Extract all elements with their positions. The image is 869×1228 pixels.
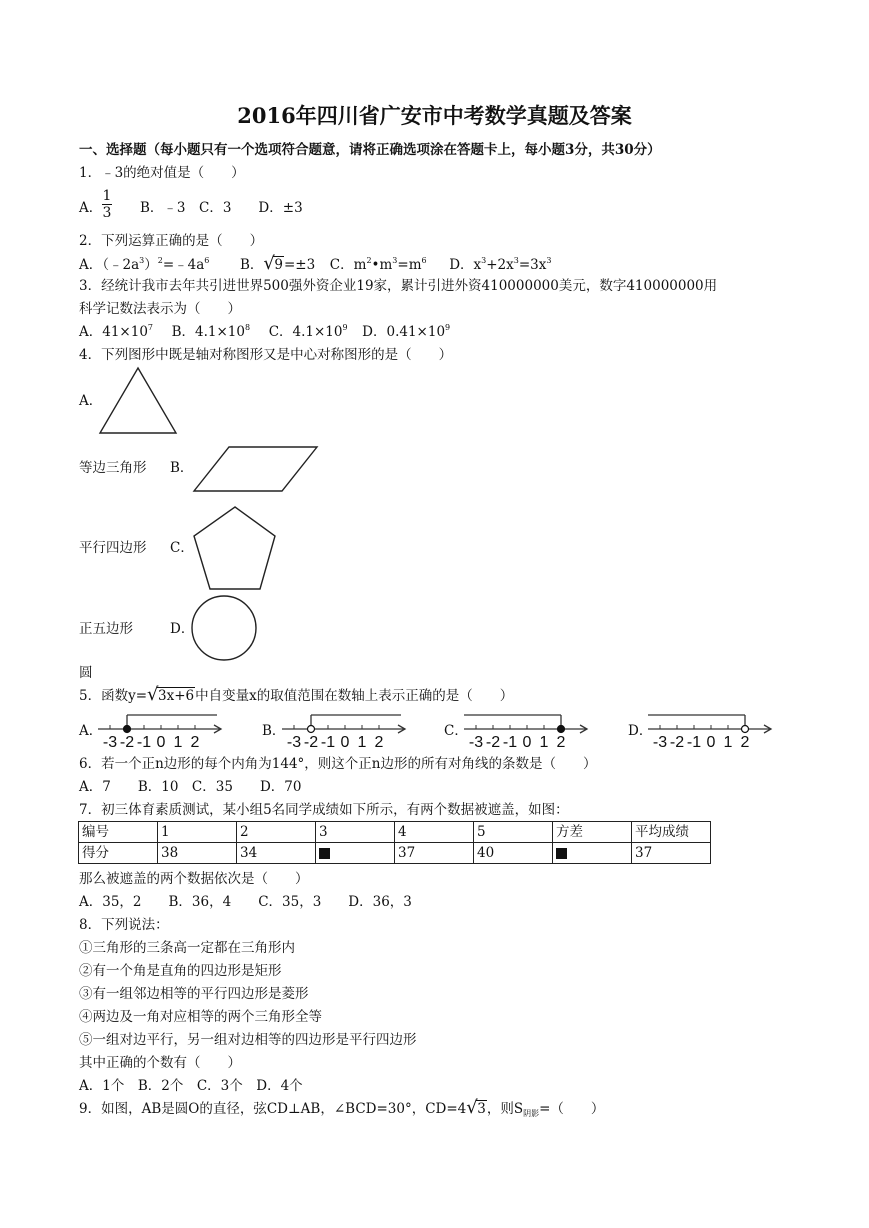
tick-label: -1 xyxy=(686,734,702,751)
question-8-stem: 8．下列说法： xyxy=(79,917,169,933)
table-cell: 编号 xyxy=(79,822,158,843)
pentagon-figure xyxy=(190,504,280,594)
statement-4: ④两边及一角对应相等的两个三角形全等 xyxy=(79,1009,322,1025)
tick-label: 0 xyxy=(706,734,716,751)
tick-label: 2 xyxy=(556,734,566,751)
q3-option-a: A．$41\times 10^7$ xyxy=(79,323,154,340)
q2-option-d: D．$x^3+2x^3=3x^3$ xyxy=(449,256,552,273)
figure-b-caption: 平行四边形 xyxy=(79,540,147,556)
circle-figure xyxy=(190,595,260,665)
table-cell: 34 xyxy=(237,843,316,864)
tick-label: 0 xyxy=(522,734,532,751)
q5-option-b-label: B． xyxy=(262,723,286,739)
table-cell-covered xyxy=(316,843,395,864)
q3-option-c: C．$4.1\times 10^9$ xyxy=(268,323,348,340)
tick-label: -3 xyxy=(652,734,668,751)
q2-option-b: B． √ 9=±3 xyxy=(239,253,316,274)
q5-option-c-label: C． xyxy=(444,723,468,739)
statement-3: ③有一组邻边相等的平行四边形是菱形 xyxy=(79,986,309,1002)
statement-5: ⑤一组对边平行，另一组对边相等的四边形是平行四边形 xyxy=(79,1032,417,1048)
question-5-stem: 5．函数y= √ 3x+6中自变量x的取值范围在数轴上表示正确的是（ ） xyxy=(79,684,514,705)
table-cell: 37 xyxy=(632,843,711,864)
statement-1: ①三角形的三条高一定都在三角形内 xyxy=(79,940,295,956)
endpoint-filled-dot xyxy=(124,726,131,733)
sqrt-sign: √ 3 xyxy=(466,1097,486,1118)
table-row xyxy=(79,843,711,864)
table-cell: 平均成绩 xyxy=(632,822,711,843)
sqrt-sign: √ 9 xyxy=(263,253,283,274)
q4-option-a-label: A． xyxy=(79,393,103,409)
question-7-stem: 7．初三体育素质测试，某小组5名同学成绩如下所示，有两个数据被遮盖，如图： xyxy=(79,802,569,818)
table-cell: 2 xyxy=(237,822,316,843)
tick-label: -1 xyxy=(502,734,518,751)
number-line-c xyxy=(464,712,614,752)
number-line-d xyxy=(648,712,798,752)
parallelogram-figure xyxy=(192,444,322,494)
tick-label: 2 xyxy=(190,734,200,751)
question-7-options: A．35，2 B．36，4 C．35，3 D．36，3 xyxy=(79,894,412,910)
score-table xyxy=(78,821,711,864)
table-cell: 4 xyxy=(395,822,474,843)
q3-option-d: D．$0.41\times 10^9$ xyxy=(362,323,451,340)
question-1-option-a-label: A． xyxy=(79,200,103,216)
covered-block xyxy=(319,848,330,859)
q4-option-b-label: B． xyxy=(170,460,194,476)
table-cell: 方差 xyxy=(553,822,632,843)
table-cell: 1 xyxy=(158,822,237,843)
table-cell: 37 xyxy=(395,843,474,864)
question-2-stem: 2．下列运算正确的是（ ） xyxy=(79,233,264,249)
sqrt-sign: √ 3x+6 xyxy=(147,684,195,705)
tick-label: -2 xyxy=(669,734,685,751)
section-heading: 一、选择题（每小题只有一个选项符合题意，请将正确选项涂在答题卡上，每小题3分，共30分） xyxy=(79,142,661,158)
tick-label: 0 xyxy=(340,734,350,751)
tick-label: 1 xyxy=(539,734,549,751)
table-header-row xyxy=(79,822,711,843)
tick-label: -2 xyxy=(119,734,135,751)
number-line-b xyxy=(282,712,432,752)
tick-label: -3 xyxy=(468,734,484,751)
tick-label: -3 xyxy=(102,734,118,751)
page-title: 2016年四川省广安市中考数学真题及答案 xyxy=(237,103,632,128)
question-3-line-2: 科学记数法表示为（ ） xyxy=(79,301,241,317)
triangle-figure xyxy=(98,366,178,436)
table-cell: 5 xyxy=(474,822,553,843)
q4-option-c-label: C． xyxy=(170,540,194,556)
tick-label: 2 xyxy=(740,734,750,751)
tick-label: -3 xyxy=(286,734,302,751)
table-cell: 得分 xyxy=(79,843,158,864)
question-3-line-1: 3．经统计我市去年共引进世界500强外资企业19家，累计引进外资410000000美元，数字410000000用 xyxy=(79,278,718,294)
tick-label: 1 xyxy=(357,734,367,751)
table-cell: 38 xyxy=(158,843,237,864)
fraction-numerator: 1 xyxy=(102,188,112,204)
tick-label: 1 xyxy=(723,734,733,751)
q5-option-a-label: A． xyxy=(79,723,103,739)
q2-option-c: C．$m^2•m^3=m^6$ xyxy=(329,256,427,273)
question-3-options xyxy=(79,323,450,341)
number-line-a xyxy=(98,712,248,752)
endpoint-filled-dot xyxy=(558,726,565,733)
question-7-followup: 那么被遮盖的两个数据依次是（ ） xyxy=(79,871,309,887)
table-cell-covered xyxy=(553,843,632,864)
tick-label: -1 xyxy=(136,734,152,751)
covered-block xyxy=(556,848,567,859)
question-9-stem: 9．如图，AB是圆O的直径，弦CD⊥AB，∠BCD=30°，CD=4 √ 3，则$S_{阴影}=$（ ） xyxy=(79,1097,605,1118)
q3-option-b: B．$4.1\times 10^8$ xyxy=(171,323,251,340)
tick-label: -2 xyxy=(303,734,319,751)
question-6-options: A．7 B．10 C．35 D．70 xyxy=(79,779,302,795)
question-6-stem: 6．若一个正n边形的每个内角为144°，则这个正n边形的所有对角线的条数是（ ） xyxy=(79,756,597,772)
question-2-options xyxy=(79,253,552,274)
figure-d-caption: 圆 xyxy=(79,665,93,681)
table-cell: 3 xyxy=(316,822,395,843)
tick-label: 1 xyxy=(173,734,183,751)
statement-2: ②有一个角是直角的四边形是矩形 xyxy=(79,963,282,979)
question-1-stem: 1．﹣3的绝对值是（ ） xyxy=(79,165,245,181)
endpoint-open-dot xyxy=(308,726,315,733)
table-cell: 40 xyxy=(474,843,553,864)
question-1-options: B．﹣3 C．3 D．±3 xyxy=(140,200,303,216)
fraction-denominator: 3 xyxy=(102,205,112,221)
tick-label: 2 xyxy=(374,734,384,751)
question-4-stem: 4．下列图形中既是轴对称图形又是中心对称图形的是（ ） xyxy=(79,347,453,363)
endpoint-open-dot xyxy=(742,726,749,733)
q2-option-a: A．$(﹣2a^3)^2=﹣4a^6$ xyxy=(79,256,210,273)
fraction-one-third xyxy=(100,188,114,221)
figure-c-caption: 正五边形 xyxy=(79,621,133,637)
tick-label: -2 xyxy=(485,734,501,751)
q4-option-d-label: D． xyxy=(170,621,195,637)
question-8-options: A．1个 B．2个 C．3个 D．4个 xyxy=(79,1078,303,1094)
question-8-count: 其中正确的个数有（ ） xyxy=(79,1055,241,1071)
q5-option-d-label: D． xyxy=(628,723,653,739)
tick-label: 0 xyxy=(156,734,166,751)
tick-label: -1 xyxy=(320,734,336,751)
figure-a-caption: 等边三角形 xyxy=(79,460,147,476)
